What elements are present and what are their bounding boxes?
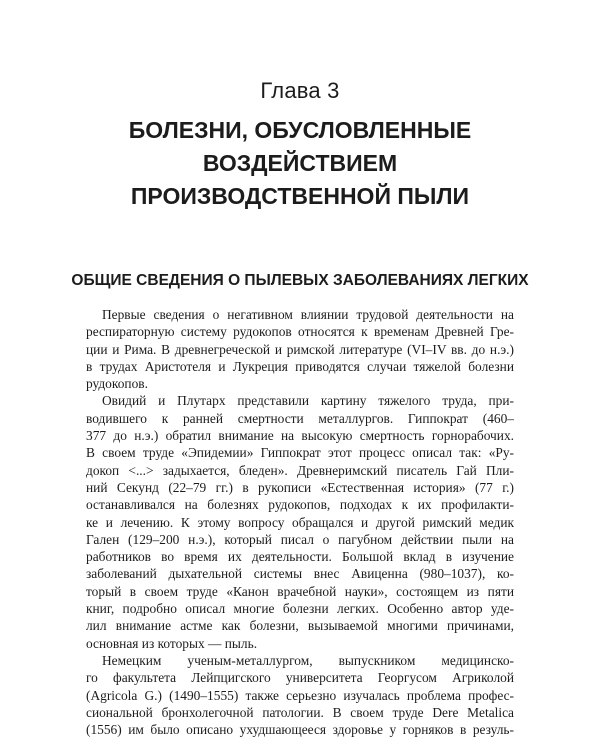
text-line: Первые сведения о негативном влиянии трудовой деятельности на xyxy=(102,307,514,322)
text-line: В своем труде «Эпидемии» Гиппократ этот процесс описал так: «Ру- xyxy=(86,445,514,461)
text-line: книг, подробно описал многие болезни легких. Особенно автор уде- xyxy=(86,601,514,617)
text-line: рудокопов. xyxy=(86,376,148,392)
text-line: (Agricola G.) (1490–1555) также серьезно изучалась проблема профес- xyxy=(86,687,514,703)
text-line: в трудах Аристотеля и Лукреция приводятся случаи тяжелой болезни xyxy=(86,358,514,374)
text-line: сиональной бронхолегочной патологии. В своем труде Dere Metalica xyxy=(86,704,514,720)
text-line: (1556) им было описано ухудшающееся здоровье у горняков в резуль- xyxy=(86,722,514,738)
text-line: останавливался на болезнях рудокопов, подходах к их профилакти- xyxy=(86,497,514,513)
text-line: ке и лечению. К этому вопросу обращался и другой римский медик xyxy=(86,514,514,530)
text-line: водившего к ранней смертности металлургов. Гиппократ (460– xyxy=(86,410,514,426)
text-line: основная из которых — пыль. xyxy=(86,635,258,651)
text-line: го факультета Лейпцигского университета Георгусом Агриколой xyxy=(86,670,514,686)
chapter-title-line: БОЛЕЗНИ, ОБУСЛОВЛЕННЫЕ xyxy=(128,117,472,143)
chapter-title xyxy=(0,114,600,213)
body-text xyxy=(86,306,514,738)
text-line: Овидий и Плутарх представили картину тяжелого труда, при- xyxy=(102,393,514,409)
paragraph-2 xyxy=(86,392,514,651)
text-line: 377 до н.э.) обратил внимание на высокую смертность горнорабочих. xyxy=(86,428,514,444)
text-line: работников во время их деятельности. Большой вклад в изучение xyxy=(86,549,514,565)
text-line: торый в своем труде «Канон врачебной науки», состоящем из пяти xyxy=(86,583,514,599)
text-line: Гален (129–200 н.э.), который писал о пагубном действии пыли на xyxy=(86,531,514,547)
paragraph-1 xyxy=(86,306,514,392)
text-line: ний Секунд (22–79 гг.) в рукописи «Естественная история» (77 г.) xyxy=(86,479,514,495)
text-line: докоп <...> задыхается, бледен». Древнеримский писатель Гай Пли- xyxy=(86,462,514,478)
text-line: лил внимание астме как болезни, вызываемой многими причинами, xyxy=(86,618,514,634)
chapter-title-line: ВОЗДЕЙСТВИЕМ xyxy=(202,150,398,176)
text-line: респираторную систему рудокопов относятся к временам Древней Гре- xyxy=(86,324,514,340)
section-heading: ОБЩИЕ СВЕДЕНИЯ О ПЫЛЕВЫХ ЗАБОЛЕВАНИЯХ ЛЕГКИХ xyxy=(71,272,529,289)
chapter-title-line: ПРОИЗВОДСТВЕННОЙ ПЫЛИ xyxy=(130,183,470,209)
text-line: Немецким ученым-металлургом, выпускником медицинско- xyxy=(102,652,514,668)
text-line: ции и Рима. В древнегреческой и римской литературе (VI–IV вв. до н.э.) xyxy=(86,341,514,357)
chapter-label: Глава 3 xyxy=(260,78,340,103)
text-line: заболеваний дыхательной системы внес Авиценна (980–1037), ко- xyxy=(86,566,514,582)
paragraph-3 xyxy=(86,652,514,738)
